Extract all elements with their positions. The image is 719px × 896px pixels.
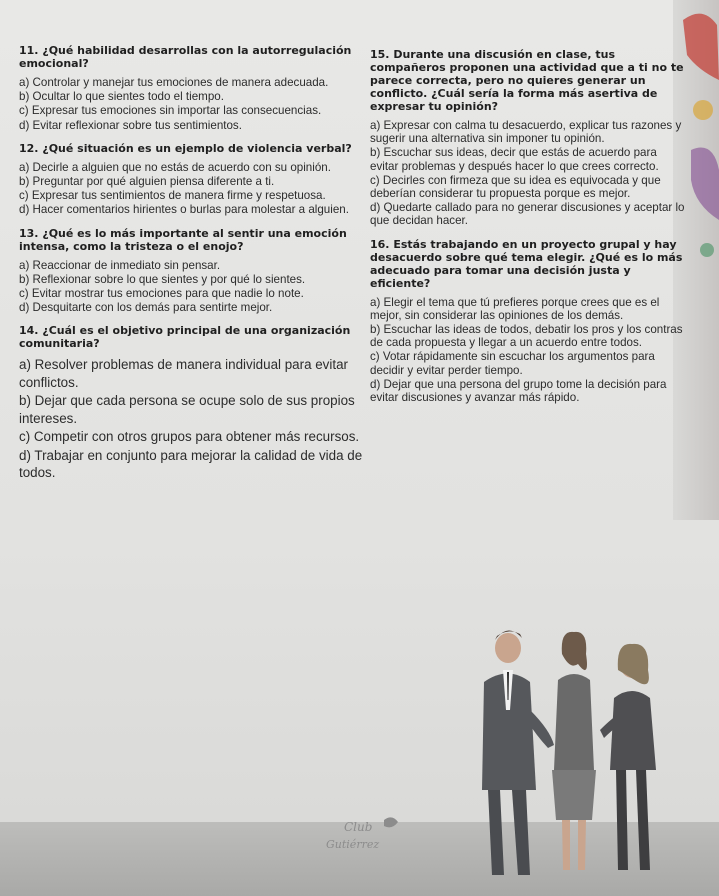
question-11: 11. ¿Qué habilidad desarrollas con la autorregulación emocional? bbox=[19, 44, 352, 70]
q11-option-d: d) Evitar reflexionar sobre tus sentimientos. bbox=[19, 118, 242, 132]
question-16: 16. Estás trabajando en un proyecto grupal y hay desacuerdo sobre qué tema elegir. ¿Qué es lo más adecuado para tomar una decisión justa y eficiente? bbox=[370, 237, 683, 290]
q16-option-d: d) Dejar que una persona del grupo tome la decisión para evitar discusiones y avanzar más rápido. bbox=[370, 377, 667, 405]
q15-option-c: c) Decirles con firmeza que su idea es equivocada y que deberían considerar tu propuesta porque es mejor. bbox=[370, 173, 661, 201]
svg-text:Gutiérrez: Gutiérrez bbox=[326, 838, 380, 851]
left-column bbox=[19, 40, 364, 483]
q15-option-a: a) Expresar con calma tu desacuerdo, explicar tus razones y sugerir una alternativa sin imponer tu opinión. bbox=[370, 119, 682, 146]
q12-option-b: b) Preguntar por qué alguien piensa diferente a ti. bbox=[19, 175, 275, 189]
people-illustration bbox=[470, 620, 719, 896]
right-column bbox=[370, 44, 685, 405]
question-12: 12. ¿Qué situación es un ejemplo de violencia verbal? bbox=[19, 141, 352, 155]
q12-option-a: a) Decirle a alguien que no estás de acuerdo con su opinión. bbox=[19, 160, 331, 174]
q15-option-b: b) Escuchar sus ideas, decir que estás de acuerdo para evitar problemas y después hacer lo que crees correcto. bbox=[370, 146, 659, 173]
q14-option-c: c) Competir con otros grupos para obtener más recursos. bbox=[19, 429, 360, 445]
q13-option-b: b) Reflexionar sobre lo que sientes y por qué lo sientes. bbox=[19, 272, 306, 286]
q15-option-d: d) Quedarte callado para no generar discusiones y aceptar lo que decidan hacer. bbox=[370, 201, 685, 228]
svg-text:Club: Club bbox=[344, 820, 373, 834]
q14-option-b: b) Dejar que cada persona se ocupe solo de sus propios intereses. bbox=[19, 393, 355, 426]
q13-option-d: d) Desquitarte con los demás para sentirte mejor. bbox=[19, 301, 273, 315]
q13-option-c: c) Evitar mostrar tus emociones para que nadie lo note. bbox=[19, 287, 304, 301]
q12-option-c: c) Expresar tus sentimientos de manera firme y respetuosa. bbox=[19, 189, 326, 203]
q16-option-c: c) Votar rápidamente sin escuchar los argumentos para decidir y evitar perder tiempo. bbox=[370, 350, 655, 377]
question-13: 13. ¿Qué es lo más importante al sentir una emoción intensa, como la tristeza o el enojo? bbox=[19, 226, 347, 253]
q11-option-c: c) Expresar tus emociones sin importar las consecuencias. bbox=[19, 104, 322, 118]
club-gutierrez-watermark bbox=[322, 814, 422, 856]
q16-option-a: a) Elegir el tema que tú prefieres porque crees que es el mejor, sin considerar las opiniones de los demás. bbox=[370, 295, 660, 322]
q11-option-a: a) Controlar y manejar tus emociones de manera adecuada. bbox=[19, 76, 329, 89]
question-14: 14. ¿Cuál es el objetivo principal de una organización comunitaria? bbox=[19, 324, 351, 351]
q14-option-d: d) Trabajar en conjunto para mejorar la calidad de vida de todos. bbox=[19, 447, 363, 481]
q12-option-d: d) Hacer comentarios hirientes o burlas para molestar a alguien. bbox=[19, 203, 349, 217]
q11-option-b: b) Ocultar lo que sientes todo el tiempo. bbox=[19, 90, 224, 104]
q14-option-a: a) Resolver problemas de manera individual para evitar conflictos. bbox=[19, 357, 348, 390]
q13-option-a: a) Reaccionar de inmediato sin pensar. bbox=[19, 258, 221, 272]
q16-option-b: b) Escuchar las ideas de todos, debatir los pros y los contras de cada propuesta y llegar a un acuerdo entre todos. bbox=[370, 323, 683, 350]
question-15: 15. Durante una discusión en clase, tus compañeros proponen una actividad que a ti no te parece correcta, pero no quieres generar un conflicto. ¿Cuál sería la forma más asertiva de expresar tu opinión? bbox=[370, 48, 684, 113]
